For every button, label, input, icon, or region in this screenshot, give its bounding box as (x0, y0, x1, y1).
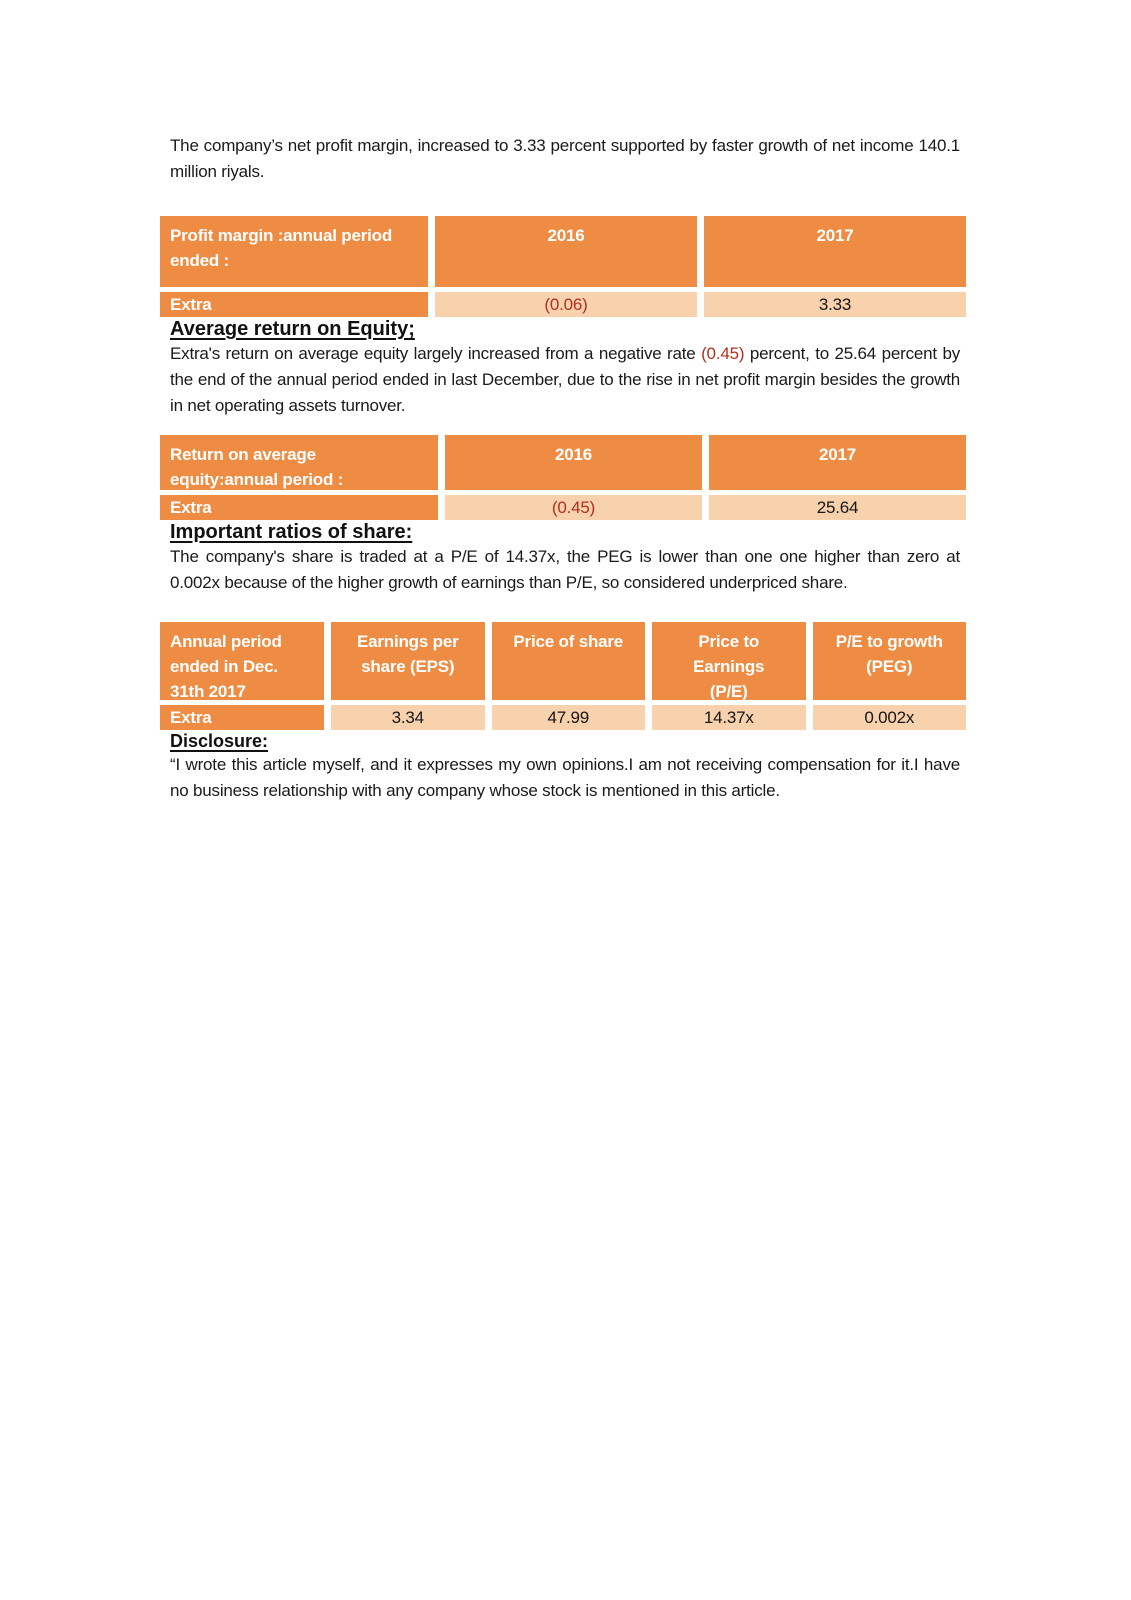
profit-margin-value-2016: (0.06) (435, 292, 697, 317)
roe-negative-rate: (0.45) (701, 344, 745, 363)
profit-margin-row-label: Extra (160, 292, 428, 317)
ratios-value-peg: 0.002x (813, 705, 967, 730)
profit-margin-table (160, 216, 966, 317)
share-ratios-table (160, 622, 966, 730)
roe-value-2016: (0.45) (445, 495, 702, 520)
roe-header-2017: 2017 (709, 435, 966, 490)
ratios-header-peg: P/E to growth (PEG) (813, 622, 967, 700)
roe-paragraph-part2: percent, to 25.64 percent by the end of the annual period ended in last December, due to the rise in net profit margin besides the growth in net operating assets turnover. (170, 344, 960, 415)
ratios-section-heading: Important ratios of share: (170, 521, 413, 543)
profit-margin-header-label: Profit margin :annual period ended : (160, 216, 428, 287)
roe-paragraph (170, 341, 960, 419)
disclosure-paragraph: “I wrote this article myself, and it expresses my own opinions.I am not receiving compensation for it.I have no business relationship with any company whose stock is mentioned in this article. (170, 755, 960, 800)
roe-header-2016: 2016 (445, 435, 702, 490)
profit-margin-value-2017: 3.33 (704, 292, 966, 317)
roe-value-2017: 25.64 (709, 495, 966, 520)
disclosure-heading: Disclosure: (170, 731, 269, 751)
ratios-header-period: Annual period ended in Dec. 31th 2017 (160, 622, 324, 700)
roe-table (160, 435, 966, 520)
document-body (170, 0, 960, 804)
ratios-value-eps: 3.34 (331, 705, 485, 730)
profit-margin-header-2016: 2016 (435, 216, 697, 287)
ratios-header-price: Price of share (492, 622, 646, 700)
ratios-header-pe (652, 622, 806, 700)
ratios-paragraph: The company's share is traded at a P/E of 14.37x, the PEG is lower than one one higher than zero at 0.002x because of the higher growth of earnings than P/E, so considered underpriced share. (170, 547, 960, 592)
ratios-header-pe-text: Price to Earnings (P/E) (693, 632, 765, 701)
roe-paragraph-part1: Extra's return on average equity largely increased from a negative rate (170, 344, 702, 363)
roe-row-label: Extra (160, 495, 438, 520)
ratios-row-label: Extra (160, 705, 324, 730)
ratios-value-pe: 14.37x (652, 705, 806, 730)
roe-section-heading: Average return on Equity; (170, 318, 415, 340)
ratios-header-eps: Earnings per share (EPS) (331, 622, 485, 700)
intro-paragraph: The company’s net profit margin, increased to 3.33 percent supported by faster growth of net income 140.1 million riyals. (170, 136, 960, 181)
roe-header-label: Return on average equity:annual period : (160, 435, 438, 490)
profit-margin-header-2017: 2017 (704, 216, 966, 287)
ratios-value-price: 47.99 (492, 705, 646, 730)
